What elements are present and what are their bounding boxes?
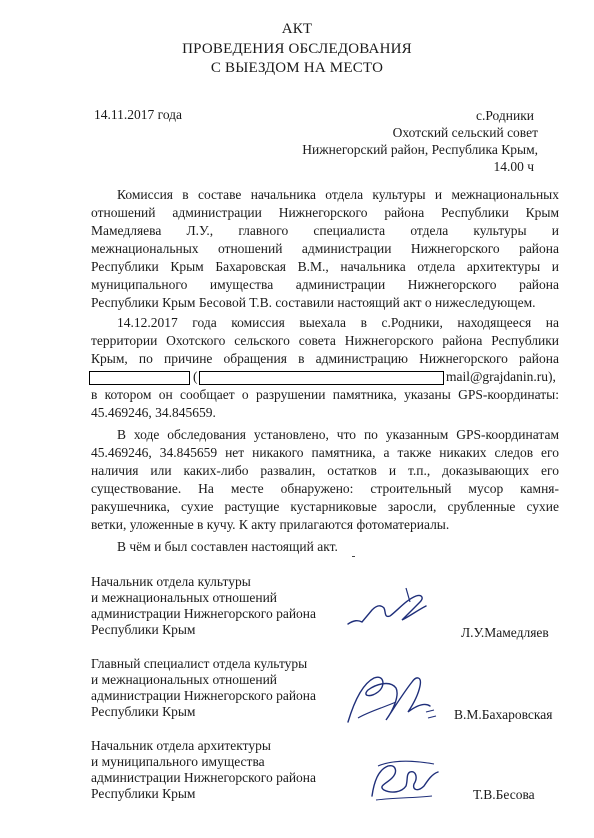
para2-line: 45.469246, 34.845659. <box>91 405 216 420</box>
sig2-position-line: Республики Крым <box>91 704 196 719</box>
place-village: с.Родники <box>475 108 534 123</box>
redacted-email-box <box>199 371 444 385</box>
para1-line: Республики Крым Бесовой Т.В. составили настоящий акт о нижеследующем. <box>91 295 536 310</box>
sig3-position-line: Начальник отдела архитектуры <box>91 738 271 753</box>
doc-title-line1: АКТ <box>281 21 313 37</box>
place-council: Охотский сельский совет <box>392 125 538 140</box>
para3-line: ветки, уложенные в кучу. К акту прилагаются фотоматериалы. <box>91 517 450 532</box>
email-domain: mail@grajdanin.ru), <box>446 369 556 384</box>
para2-line: в котором он сообщает о разрушении памятника, указаны GPS-координаты: <box>91 387 559 402</box>
signature-block-2 <box>91 656 316 720</box>
para1-line: Республики Крым Бахаровская В.М., начальника отдела архитектуры и <box>91 259 559 274</box>
place-time: 14.00 ч <box>493 159 534 174</box>
handwritten-signature-3 <box>362 752 452 808</box>
redacted-name-box <box>89 371 190 385</box>
sig1-position-line: и межнациональных отношений <box>91 590 278 605</box>
para3-line: В ходе обследования установлено, что по указанным GPS-координатам <box>117 427 559 442</box>
para1-line: межнациональных отношений администрации Нижнегорского района <box>91 241 559 256</box>
sig3-position-line: Республики Крым <box>91 786 196 801</box>
sig1-position-line: администрации Нижнегорского района <box>91 606 317 621</box>
sig2-name: В.М.Бахаровская <box>454 707 553 722</box>
scan-speck <box>352 556 355 557</box>
para2-line: Крым, по причине обращения в администрацию Нижнегорского района <box>91 351 559 366</box>
sig3-position-line: администрации Нижнегорского района <box>91 770 317 785</box>
sig2-position-line: и межнациональных отношений <box>91 672 278 687</box>
handwritten-signature-2 <box>338 662 448 734</box>
sig1-position-line: Начальник отдела культуры <box>91 574 251 589</box>
para3-line: 45.469246, 34.845659 нет никакого памятника, а также никаких следов его <box>91 445 559 460</box>
sig2-position-line: Главный специалист отдела культуры <box>91 656 308 671</box>
signature-block-3 <box>91 738 316 802</box>
sig1-position-line: Республики Крым <box>91 622 196 637</box>
para3-line: наличия или каких-либо развалин, остатков и т.п., доказывающих его <box>91 463 559 478</box>
sig3-position-line: и муниципального имущества <box>91 754 265 769</box>
paren-open: ( <box>193 369 198 384</box>
doc-title-line3: С ВЫЕЗДОМ НА МЕСТО <box>210 60 384 76</box>
sig2-position-line: администрации Нижнегорского района <box>91 688 317 703</box>
para2-line: 14.12.2017 года комиссия выехала в с.Родники, находящееся на <box>117 315 559 330</box>
place-district: Нижнегорский район, Республика Крым, <box>302 142 538 157</box>
para1-line: отношений администрации Нижнегорского района Республики Крым <box>91 205 559 220</box>
para1-line: Мамедляева Л.У., главного специалиста отдела культуры и <box>91 223 559 238</box>
sig1-name: Л.У.Мамедляев <box>461 625 549 640</box>
para1-line: муниципального имущества администрации Нижнегорского района <box>91 277 559 292</box>
para3-line: ракушечника, сухие растущие кустарниковые заросли, срубленные сухие <box>91 499 559 514</box>
para1-line: Комиссия в составе начальника отдела культуры и межнациональных <box>117 187 559 202</box>
closing-line: В чём и был составлен настоящий акт. <box>117 539 338 554</box>
para3-line: существование. На месте обнаружено: строительный мусор камня- <box>91 481 559 496</box>
para2-line: территории Охотского сельского совета Нижнегорского района Республики <box>91 333 559 348</box>
handwritten-signature-1 <box>340 580 450 640</box>
signature-block-1 <box>91 574 316 638</box>
doc-title-line2: ПРОВЕДЕНИЯ ОБСЛЕДОВАНИЯ <box>182 41 412 57</box>
act-date: 14.11.2017 года <box>94 107 183 122</box>
sig3-name: Т.В.Бесова <box>473 787 535 802</box>
